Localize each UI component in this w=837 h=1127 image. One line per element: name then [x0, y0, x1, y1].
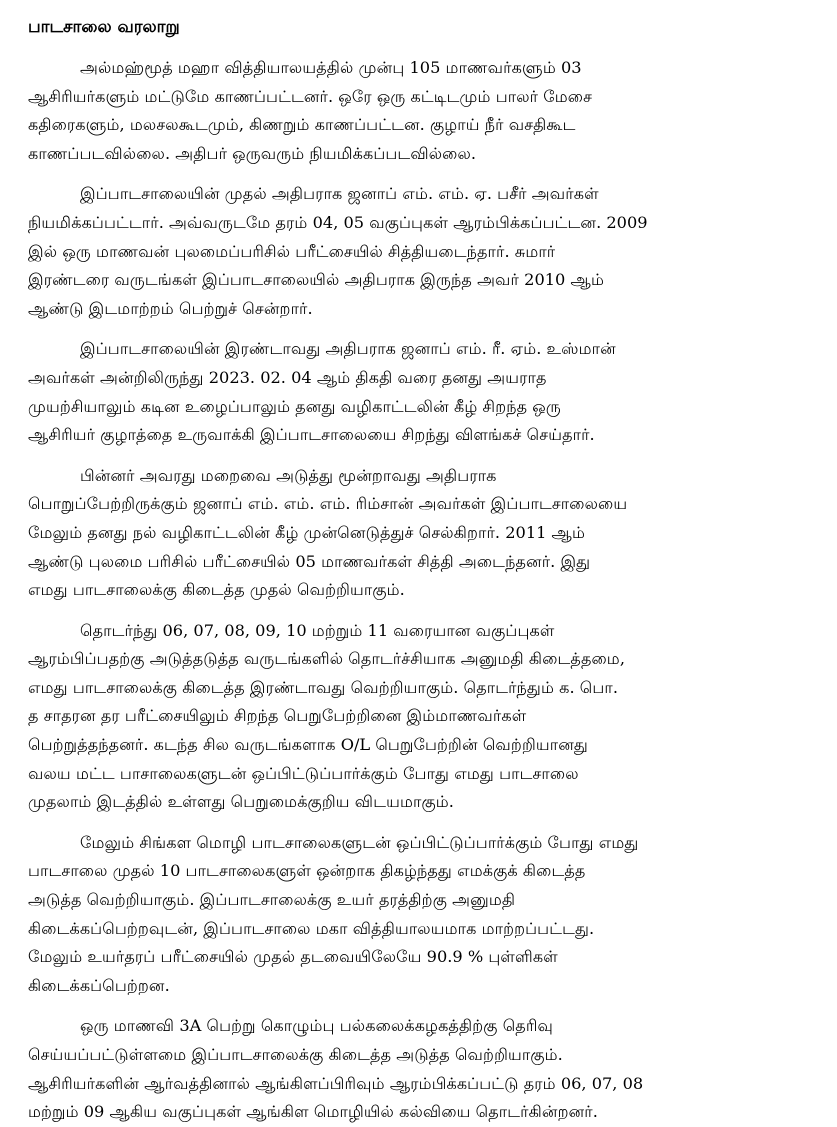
paragraph-achievements	[28, 829, 817, 1001]
text-line: இல் ஒரு மாணவன் புலமைப்பரிசில் பரீட்சையில் சித்தியடைந்தார். சுமார்	[28, 241, 556, 261]
text-line: கிடைக்கப்பெற்றவுடன், இப்பாடசாலை மகா வித்தியாலயமாக மாற்றப்பட்டது.	[28, 918, 595, 938]
text-line: ஆசிரியர் குழாத்தை உருவாக்கி இப்பாடசாலையை சிறந்து விளங்கச் செய்தார்.	[28, 425, 595, 445]
text-line: வலய மட்ட பாசாலைகளுடன் ஒப்பிட்டுப்பார்க்கும் போது எமது பாடசாலை	[28, 763, 579, 783]
text-line: ஆண்டு புலமை பரிசில் பரீட்சையில் 05 மாணவர்கள் சித்தி அடைந்தனர். இது	[28, 551, 591, 571]
paragraph-grade-expansion	[28, 617, 817, 817]
text-line: காணப்படவில்லை. அதிபர் ஒருவரும் நியமிக்கப்படவில்லை.	[28, 143, 477, 163]
text-line: அல்மஹ்மூத் மஹா வித்தியாலயத்தில் முன்பு 105 மாணவர்களும் 03	[80, 58, 582, 77]
text-line: நியமிக்கப்பட்டார். அவ்வருடமே தரம் 04, 05 வகுப்புகள் ஆரம்பிக்கப்பட்டன. 2009	[28, 212, 648, 232]
paragraph-university-entry	[28, 1012, 817, 1126]
text-line: பொறுப்பேற்றிருக்கும் ஜனாப் எம். எம். எம். ரிம்சான் அவர்கள் இப்பாடசாலையை	[28, 494, 628, 514]
text-line: ஆண்டு இடமாற்றம் பெற்றுச் சென்றார்.	[28, 298, 313, 318]
text-line: த சாதரன தர பரீட்சையிலும் சிறந்த பெறுபேற்றினை இம்மாணவர்கள்	[28, 706, 527, 726]
text-line: ஆரம்பிப்பதற்கு அடுத்தடுத்த வருடங்களில் தொடர்ச்சியாக அனுமதி கிடைத்தமை,	[28, 649, 625, 669]
text-line: முயற்சியாலும் கடின உழைப்பாலும் தனது வழிகாட்டலின் கீழ் சிறந்த ஒரு	[28, 396, 561, 416]
text-line: இரண்டரை வருடங்கள் இப்பாடசாலையில் அதிபராக இருந்த அவர் 2010 ஆம்	[28, 270, 604, 290]
text-line: செய்யப்பட்டுள்ளமை இப்பாடசாலைக்கு கிடைத்த அடுத்த வெற்றியாகும்.	[28, 1045, 563, 1064]
text-line: ஆசிரியர்களின் ஆர்வத்தினால் ஆங்கிளப்பிரிவும் ஆரம்பிக்கப்பட்டு தரம் 06, 07, 08	[28, 1073, 644, 1093]
paragraph-first-principal	[28, 180, 817, 323]
text-line: மேலும் தனது நல் வழிகாட்டலின் கீழ் முன்னெடுத்துச் செல்கிறார். 2011 ஆம்	[28, 522, 586, 542]
paragraph-second-principal	[28, 335, 817, 449]
text-line: ஒரு மாணவி 3A பெற்று கொழும்பு பல்கலைக்கழகத்திற்கு தெரிவு	[80, 1016, 553, 1036]
document-title: பாடசாலை வரலாறு	[28, 17, 180, 37]
text-line: பெற்றுத்தந்தனர். கடந்த சில வருடங்களாக O/L பெறுபேற்றின் வெற்றியானது	[28, 735, 588, 755]
text-line: மேலும் உயர்தரப் பரீட்சையில் முதல் தடவையிலேயே 90.9 % புள்ளிகள்	[28, 947, 558, 967]
text-line: எமது பாடசாலைக்கு கிடைத்த முதல் வெற்றியாகும்.	[28, 580, 405, 600]
text-line: மற்றும் 09 ஆகிய வகுப்புகள் ஆங்கிள மொழியில் கல்வியை தொடர்கின்றனர்.	[28, 1102, 598, 1122]
paragraph-early-history	[28, 54, 817, 168]
text-line: கதிரைகளும், மலசலகூடமும், கிணறும் காணப்பட்டன. குழாய் நீர் வசதிகூட	[28, 115, 576, 135]
text-line: முதலாம் இடத்தில் உள்ளது பெறுமைக்குறிய விடயமாகும்.	[28, 792, 454, 812]
text-line: இப்பாடசாலையின் இரண்டாவது அதிபராக ஜனாப் எம். ரீ. ஏம். உஸ்மான்	[80, 339, 616, 359]
text-line: பாடசாலை முதல் 10 பாடசாலைகளுள் ஒன்றாக திகழ்ந்தது எமக்குக் கிடைத்த	[28, 861, 586, 881]
text-line: கிடைக்கப்பெற்றன.	[28, 975, 170, 995]
text-line: இப்பாடசாலையின் முதல் அதிபராக ஜனாப் எம். எம். ஏ. பசீர் அவர்கள்	[80, 184, 599, 204]
text-line: ஆசிரியர்களும் மட்டுமே காணப்பட்டனர். ஒரே ஒரு கட்டிடமும் பாலர் மேசை	[28, 86, 593, 106]
paragraph-third-principal	[28, 462, 817, 605]
text-line: அடுத்த வெற்றியாகும். இப்பாடசாலைக்கு உயர் தரத்திற்கு அனுமதி	[28, 890, 516, 910]
text-line: அவர்கள் அன்றிலிருந்து 2023. 02. 04 ஆம் திகதி வரை தனது அயராத	[28, 367, 547, 387]
text-line: பின்னர் அவரது மறைவை அடுத்து மூன்றாவது அதிபராக	[80, 465, 497, 485]
text-line: தொடர்ந்து 06, 07, 08, 09, 10 மற்றும் 11 வரையான வகுப்புகள்	[80, 620, 555, 640]
text-line: மேலும் சிங்கள மொழி பாடசாலைகளுடன் ஒப்பிட்டுப்பார்க்கும் போது எமது	[80, 832, 639, 852]
text-line: எமது பாடசாலைக்கு கிடைத்த இரண்டாவது வெற்றியாகும். தொடர்ந்தும் க. பொ.	[28, 677, 619, 697]
